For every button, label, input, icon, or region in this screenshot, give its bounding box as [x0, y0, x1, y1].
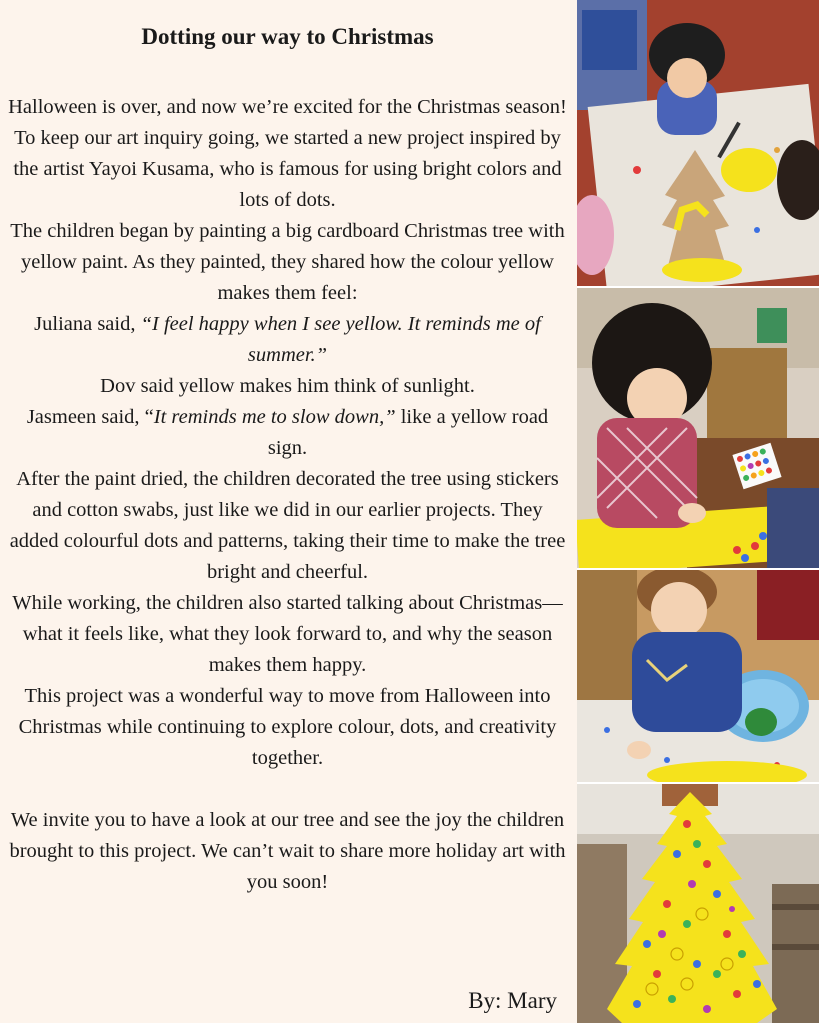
paragraph-intro: Halloween is over, and now we’re excited for the Christmas season! To keep our art inquiry going, we started a new project inspired by the artist Yayoi Kusama, who is famous for using bright colors and lots of dots.	[8, 96, 567, 211]
juliana-quote: “I feel happy when I see yellow. It reminds me of summer.”	[140, 313, 541, 366]
photo-dot-stickers-image	[577, 288, 819, 568]
photo-finished-tree	[577, 784, 819, 1023]
article-title: Dotting our way to Christmas	[141, 24, 434, 49]
paragraph-juliana	[6, 309, 569, 371]
paragraph-decorating: After the paint dried, the children decorated the tree using stickers and cotton swabs, just like we did in our earlier projects. They added colourful dots and patterns, taking their time to make the tree bright and cheerful.	[9, 468, 566, 583]
photo-painting-tree-image	[577, 0, 819, 286]
paragraph-jasmeen	[6, 402, 569, 464]
author-byline: By: Mary	[468, 988, 557, 1013]
jasmeen-quote: It reminds me to slow down,”	[153, 406, 396, 428]
paragraph-spacer	[6, 774, 569, 805]
juliana-lead: Juliana said,	[34, 313, 141, 335]
photo-paint-plate	[577, 570, 819, 782]
photo-dot-stickers	[577, 288, 819, 568]
photo-paint-plate-image	[577, 570, 819, 782]
paragraph-painting: The children began by painting a big cardboard Christmas tree with yellow paint. As they painted, they shared how the colour yellow makes them feel:	[10, 220, 565, 304]
paragraph-dov: Dov said yellow makes him think of sunlight.	[100, 375, 475, 397]
jasmeen-tail: like a yellow road sign.	[267, 406, 549, 459]
article-body	[6, 92, 569, 898]
photo-finished-tree-image	[577, 784, 819, 1023]
photo-painting-tree	[577, 0, 819, 286]
jasmeen-lead: Jasmeen said, “	[26, 406, 154, 428]
paragraph-invitation: We invite you to have a look at our tree and see the joy the children brought to this project. We can’t wait to share more holiday art with you soon!	[9, 809, 566, 893]
paragraph-conversation: While working, the children also started talking about Christmas—what it feels like, what they look forward to, and why the season makes them happy.	[12, 592, 563, 676]
paragraph-reflection: This project was a wonderful way to move from Halloween into Christmas while continuing to explore colour, dots, and creativity together.	[18, 685, 557, 769]
photo-strip	[577, 0, 819, 1023]
